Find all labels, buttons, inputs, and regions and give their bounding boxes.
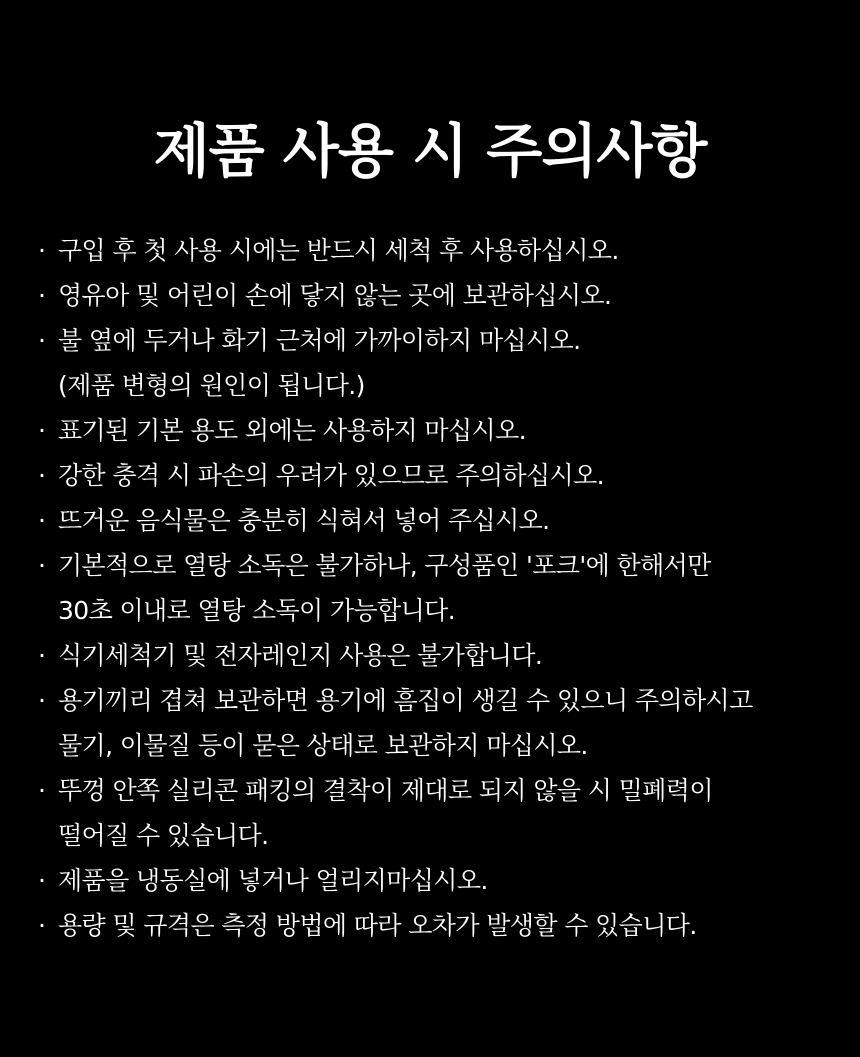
bullet-dot: · [38,776,46,805]
caution-text: 용기끼리 겹쳐 보관하면 용기에 흠집이 생길 수 있으니 주의하시고 [58,686,753,715]
caution-item [38,273,838,318]
caution-text: 불 옆에 두거나 화기 근처에 가까이하지 마십시오. [58,326,581,355]
caution-item [38,678,838,723]
bullet-dot: · [38,911,46,940]
caution-item [38,228,838,273]
caution-item [38,498,838,543]
caution-text: 제품을 냉동실에 넣거나 얼리지마십시오. [58,866,488,895]
bullet-dot: · [38,416,46,445]
caution-text: 뜨거운 음식물은 충분히 식혀서 넣어 주십시오. [58,506,550,535]
caution-text: 강한 충격 시 파손의 우려가 있으므로 주의하십시오. [58,461,604,490]
bullet-dot: · [38,281,46,310]
caution-item-continuation [38,363,838,408]
caution-text: (제품 변형의 원인이 됩니다.) [58,371,365,400]
caution-text: 용량 및 규격은 측정 방법에 따라 오차가 발생할 수 있습니다. [58,911,697,940]
caution-text: 구입 후 첫 사용 시에는 반드시 세척 후 사용하십시오. [58,236,619,265]
bullet-dot: · [38,866,46,895]
caution-item [38,633,838,678]
caution-item [38,903,838,948]
caution-text: 기본적으로 열탕 소독은 불가하나, 구성품인 '포크'에 한해서만 [58,551,711,580]
bullet-dot: · [38,236,46,265]
caution-item [38,318,838,363]
caution-text: 떨어질 수 있습니다. [58,821,269,850]
bullet-dot: · [38,686,46,715]
bullet-dot: · [38,551,46,580]
caution-text: 뚜껑 안쪽 실리콘 패킹의 결착이 제대로 되지 않을 시 밀폐력이 [58,776,713,805]
bullet-dot: · [38,506,46,535]
caution-item [38,858,838,903]
caution-text: 물기, 이물질 등이 묻은 상태로 보관하지 마십시오. [58,731,588,760]
caution-item-continuation [38,588,838,633]
caution-list [38,228,838,948]
caution-item-continuation [38,723,838,768]
caution-item [38,408,838,453]
caution-item [38,453,838,498]
bullet-dot: · [38,461,46,490]
caution-item-continuation [38,813,838,858]
caution-text: 영유아 및 어린이 손에 닿지 않는 곳에 보관하십시오. [58,281,612,310]
caution-item [38,543,838,588]
caution-text: 식기세척기 및 전자레인지 사용은 불가합니다. [58,641,543,670]
bullet-dot: · [38,641,46,670]
page-title: 제품 사용 시 주의사항 [153,117,707,185]
caution-item [38,768,838,813]
caution-text: 30초 이내로 열탕 소독이 가능합니다. [58,596,456,625]
bullet-dot: · [38,326,46,355]
caution-text: 표기된 기본 용도 외에는 사용하지 마십시오. [58,416,526,445]
